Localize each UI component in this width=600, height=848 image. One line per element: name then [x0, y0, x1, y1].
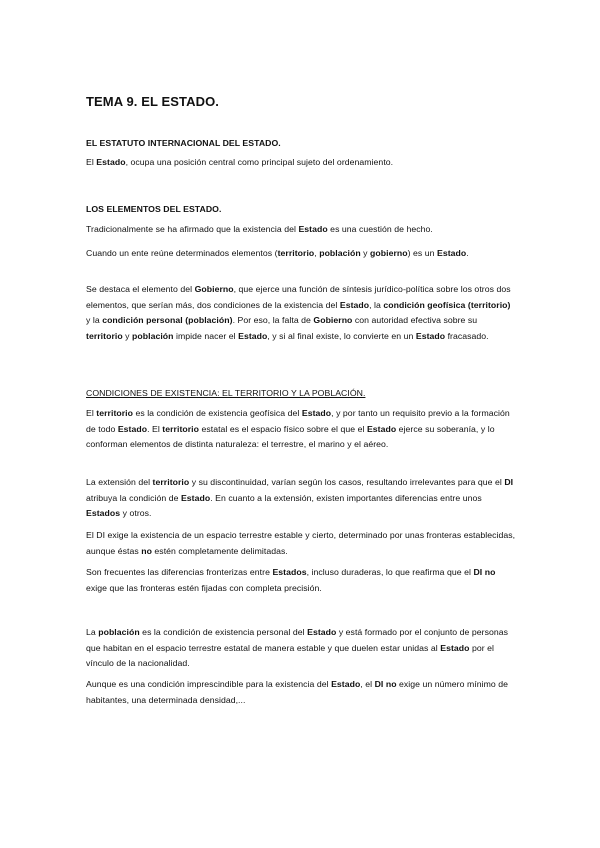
text-run: exige que las fronteras estén fijadas con completa precisión.	[86, 582, 322, 593]
paragraph	[86, 222, 516, 238]
bold-term: Estado	[301, 408, 332, 418]
section-heading-elementos: LOS ELEMENTOS DEL ESTADO.	[86, 204, 222, 214]
text-run: La	[86, 627, 99, 637]
text-run: y su discontinuidad, varían según los casos, resultando irrelevantes para que el	[189, 477, 505, 487]
bold-term: Estado	[238, 330, 268, 341]
text-run: Son frecuentes las diferencias fronterizas entre	[86, 567, 273, 577]
paragraph	[86, 246, 516, 262]
text-run: y	[360, 248, 371, 258]
document-title: TEMA 9. EL ESTADO.	[86, 94, 220, 109]
bold-term: Gobierno	[313, 315, 353, 325]
section-heading-condiciones: CONDICIONES DE EXISTENCIA: EL TERRITORIO Y LA POBLACIÓN.	[86, 388, 366, 398]
paragraph	[86, 625, 516, 672]
bold-term: Estado	[366, 423, 397, 434]
paragraph	[86, 282, 516, 344]
text-run: ,	[314, 248, 320, 258]
bold-term: Estado	[339, 299, 370, 310]
text-run: y	[122, 330, 133, 341]
text-run: es la condición de existencia personal del	[139, 627, 308, 637]
text-run: El	[86, 157, 97, 167]
paragraph	[86, 677, 516, 708]
bold-term: condición geofísica (territorio)	[383, 299, 511, 310]
text-run: estén completamente delimitadas.	[151, 545, 288, 556]
bold-term: Estado	[117, 423, 148, 434]
text-run: exige un número mínimo de habitantes, una determinada densidad,...	[86, 679, 508, 705]
text-run: ejerce su soberanía, y lo conforman elementos de distinta naturaleza: el terrestre, el marino y el aéreo.	[86, 423, 495, 449]
bold-term: territorio	[162, 423, 199, 434]
text-run: Tradicionalmente se ha afirmado que la existencia del	[86, 224, 299, 234]
text-run: . En cuanto a la extensión, existen importantes diferencias entre unos	[210, 492, 482, 503]
paragraph	[86, 565, 516, 596]
bold-term: territorio	[277, 248, 315, 258]
bold-term: Estados	[86, 508, 121, 518]
text-run: estatal es el espacio físico sobre el que el	[199, 423, 367, 434]
text-run: , el	[360, 679, 375, 689]
paragraph	[86, 528, 516, 559]
section-heading-estatuto: EL ESTATUTO INTERNACIONAL DEL ESTADO.	[86, 138, 281, 148]
text-run: es la condición de existencia geofísica del	[133, 408, 302, 418]
text-run: , que ejerce una función de síntesis jurídico-política sobre los otros dos elementos, que serían más, dos condiciones de la existencia del	[86, 284, 511, 310]
bold-term: gobierno	[370, 248, 408, 258]
bold-term: condición personal (población)	[102, 315, 233, 325]
text-run: . Por eso, la falta de	[232, 315, 314, 325]
bold-term: Estado	[440, 642, 470, 653]
bold-term: Estado	[436, 248, 467, 258]
bold-term: Estado	[415, 330, 446, 341]
text-run: con autoridad efectiva sobre su	[352, 315, 478, 325]
text-run: ) es un	[407, 248, 437, 258]
paragraph	[86, 406, 516, 453]
paragraph	[86, 155, 516, 171]
bold-term: territorio	[96, 408, 133, 418]
bold-term: DI no	[374, 679, 397, 689]
bold-term: Gobierno	[194, 284, 234, 294]
text-run: Se destaca el elemento del	[86, 284, 195, 294]
paragraph	[86, 475, 516, 522]
bold-term: Estado	[331, 679, 361, 689]
text-run: Cuando un ente reúne determinados elementos (	[86, 248, 278, 258]
bold-term: no	[141, 545, 152, 556]
text-run: , y si al final existe, lo convierte en un	[267, 330, 416, 341]
bold-term: población	[319, 248, 361, 258]
text-run: por el vínculo de la nacionalidad.	[86, 642, 494, 668]
text-run: atribuya la condición de	[86, 492, 181, 503]
text-run: , ocupa una posición central como principal sujeto del ordenamiento.	[125, 157, 394, 167]
text-run: La extensión del	[86, 477, 153, 487]
bold-term: Estado	[307, 627, 337, 637]
text-run: Aunque es una condición imprescindible para la existencia del	[86, 679, 332, 689]
text-run: . El	[147, 423, 163, 434]
bold-term: territorio	[86, 330, 123, 341]
bold-term: población	[98, 627, 140, 637]
text-run: es una cuestión de hecho.	[327, 224, 433, 234]
text-run: , la	[369, 299, 384, 310]
bold-term: Estado	[96, 157, 126, 167]
text-run: , y por tanto un requisito previo a la formación de todo	[86, 408, 510, 434]
bold-term: Estado	[298, 224, 328, 234]
bold-term: territorio	[152, 477, 190, 487]
text-run: .	[466, 248, 469, 258]
text-run: y está formado por el conjunto de personas que habitan en el espacio terrestre estatal de manera estable y que duelen estar unidas al	[86, 627, 509, 653]
bold-term: Estados	[272, 567, 307, 577]
bold-term: DI no	[473, 567, 496, 577]
text-run: El DI exige la existencia de un espacio terrestre estable y cierto, determinado por unas fronteras establecidas, aunque éstas	[86, 530, 516, 556]
text-run: impide nacer el	[173, 330, 239, 341]
text-run: fracasado.	[445, 330, 489, 341]
bold-term: Estado	[180, 492, 211, 503]
text-run: El	[86, 408, 97, 418]
bold-term: DI	[504, 477, 514, 487]
bold-term: población	[132, 330, 174, 341]
text-run: y otros.	[120, 508, 152, 518]
text-run: , incluso duraderas, lo que reafirma que el	[306, 567, 474, 577]
text-run: y la	[86, 315, 103, 325]
